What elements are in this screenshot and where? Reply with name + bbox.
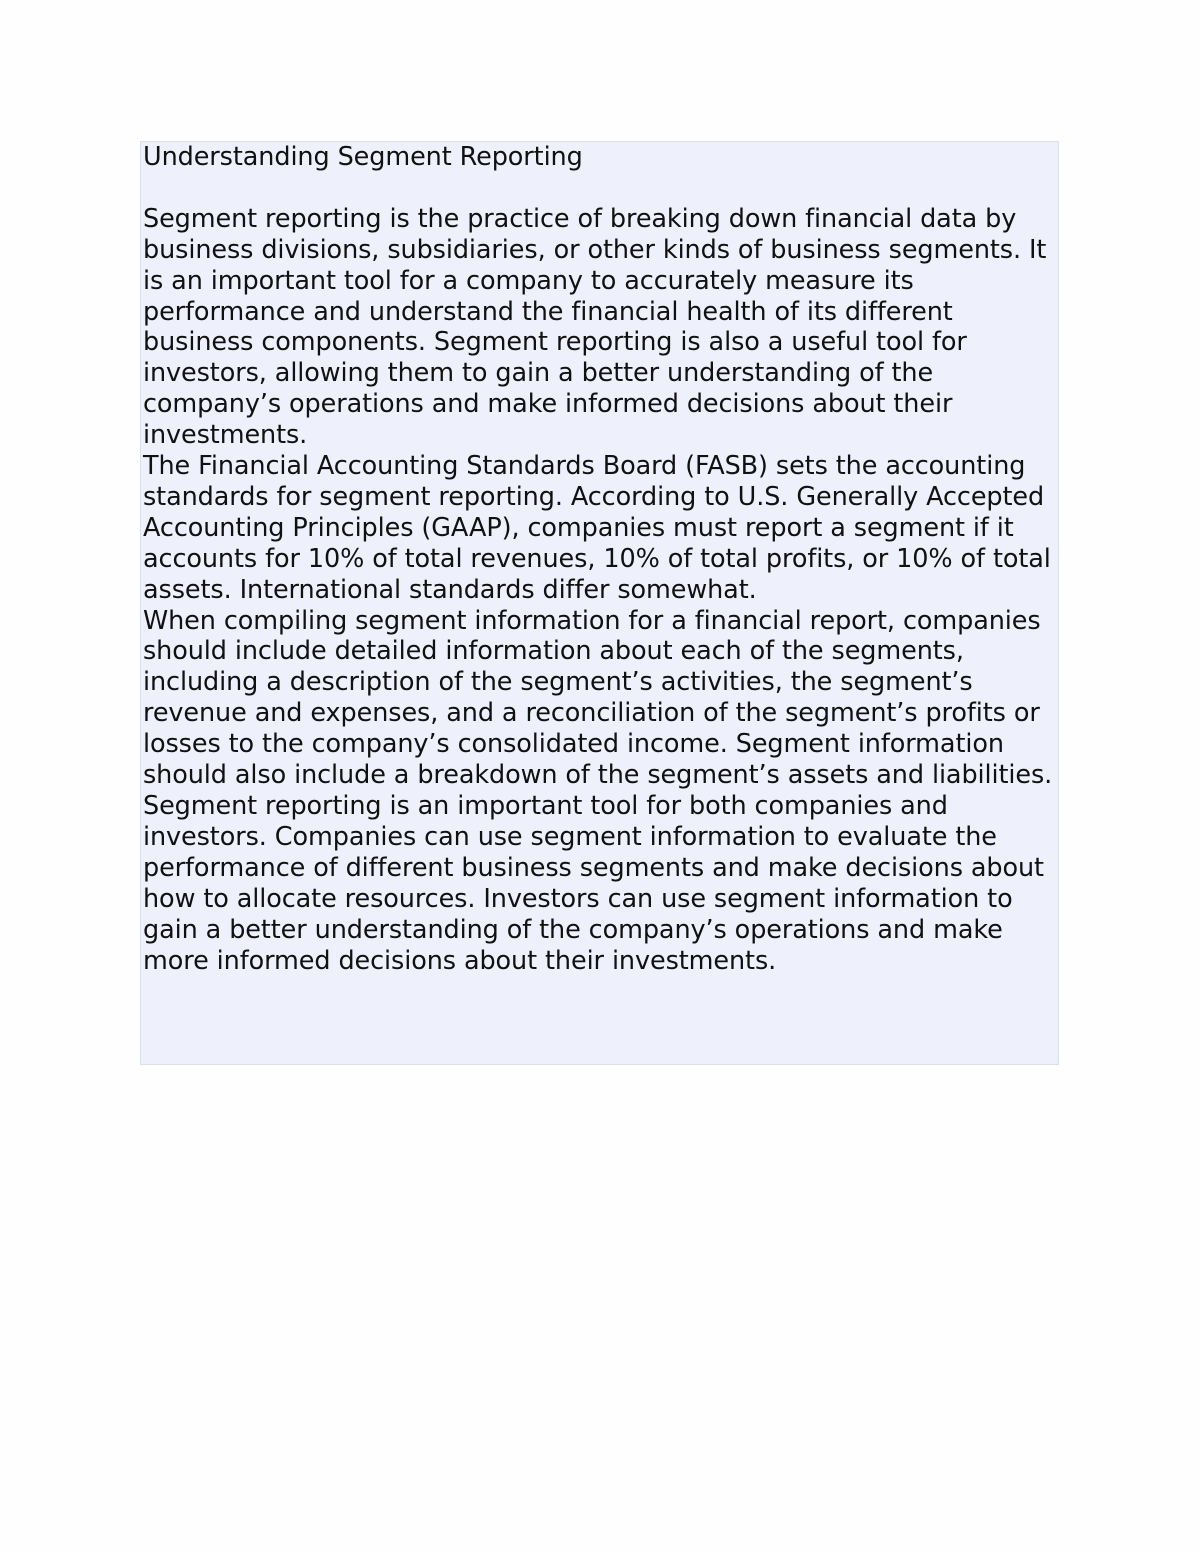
- paragraph-compiling-information: When compiling segment information for a financial report, companies should include detailed information about each of the segments, including a description of the segment’s activities, the segment’s revenue and expenses, and a reconciliation of the segment’s profits or losses to the company’s consolidated income. Segment information should also include a breakdown of the segment’s assets and liabilities.: [143, 605, 1053, 791]
- paragraph-fasb-standards: The Financial Accounting Standards Board (FASB) sets the accounting standards for segment reporting. According to U.S. Generally Accepted Accounting Principles (GAAP), companies must report a segment if it accounts for 10% of total revenues, 10% of total profits, or 10% of total assets. International standards differ somewhat.: [143, 451, 1051, 605]
- blank-line: [143, 173, 1058, 204]
- paragraph-definition: Segment reporting is the practice of breaking down financial data by business divisions, subsidiaries, or other kinds of business segments. It is an important tool for a company to accurately measure its performance and understand the financial health of its different business components. Segment reporting is also a useful tool for investors, allowing them to gain a better understanding of the company’s operations and make informed decisions about their investments.: [143, 203, 1047, 451]
- paragraph-conclusion: Segment reporting is an important tool for both companies and investors. Companies can use segment information to evaluate the performance of different business segments and make decisions about how to allocate resources. Investors can use segment information to gain a better understanding of the company’s operations and make more informed decisions about their investments.: [143, 791, 1044, 976]
- document-text-box: [140, 141, 1059, 1065]
- document-title: Understanding Segment Reporting: [143, 142, 583, 172]
